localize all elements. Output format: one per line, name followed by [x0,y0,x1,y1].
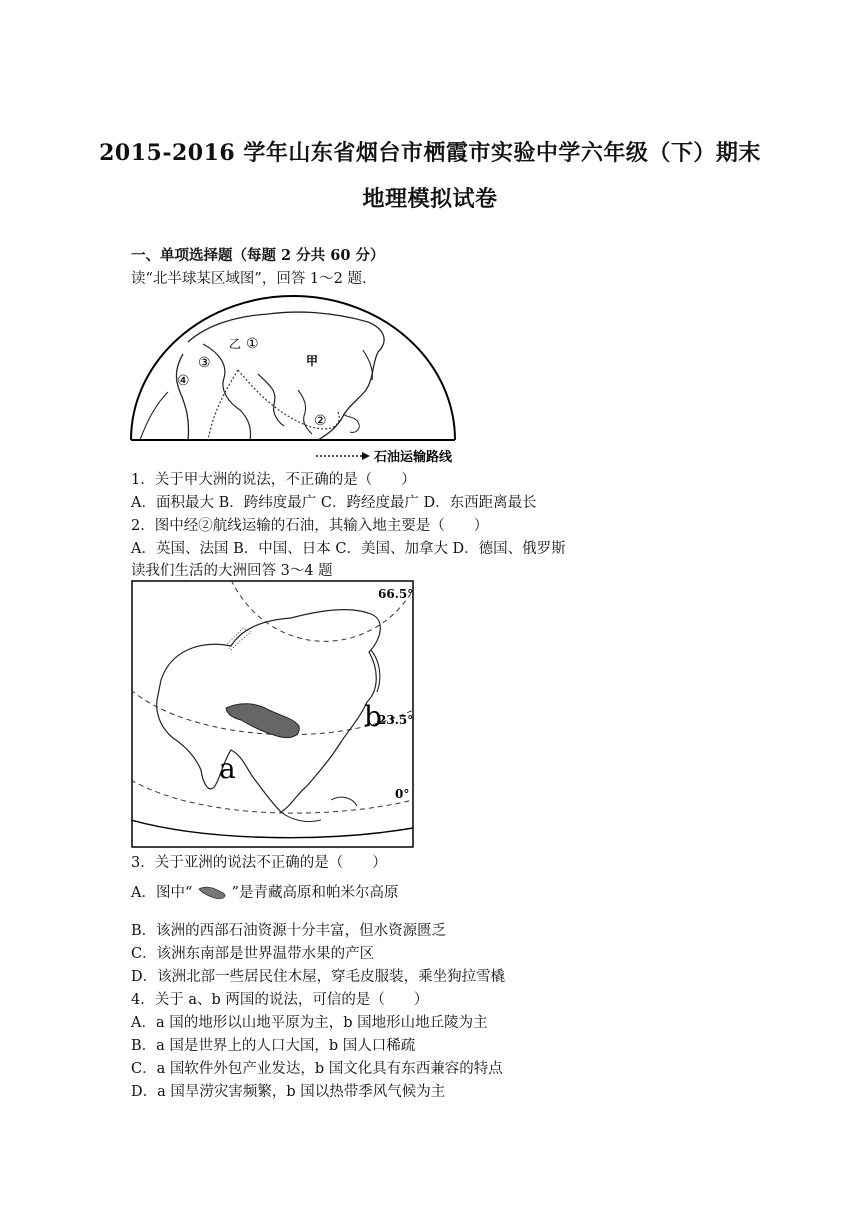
label-circle-2: ② [314,413,327,429]
northern-hemisphere-map [128,294,458,466]
lat-0-label: 0° [395,787,410,801]
q4-option-d: D．a 国旱涝灾害频繁，b 国以热带季风气候为主 [131,1084,446,1100]
q3-stem: 3．关于亚洲的说法不正确的是（ ） [131,855,387,871]
exam-title-line1: 2015-2016 学年山东省烟台市栖霞市实验中学六年级（下）期末 [99,140,761,166]
q3-option-a-post: ”是青藏高原和帕米尔高原 [231,885,399,901]
label-yi: 乙 [229,337,242,351]
q3-option-b: B．该洲的西部石油资源十分丰富，但水资源匮乏 [131,923,447,939]
q4-option-c: C．a 国软件外包产业发达，b 国文化具有东西兼容的特点 [131,1061,503,1077]
q3-option-a-pre: A．图中“ [131,885,193,901]
q2-options: A．英国、法国 B．中国、日本 C．美国、加拿大 D．德国、俄罗斯 [131,541,566,557]
q2-stem: 2．图中经②航线运输的石油，其输入地主要是（ ） [131,518,489,534]
q4-stem: 4．关于 a、b 两国的说法，可信的是（ ） [131,992,429,1008]
q4-option-b: B．a 国是世界上的人口大国，b 国人口稀疏 [131,1038,416,1054]
legend-label: 石油运输路线 [374,450,453,465]
lat-66-label: 66.5° [378,587,414,601]
q1-stem: 1．关于甲大洲的说法，不正确的是（ ） [131,472,416,488]
country-b-label: b [364,700,382,733]
label-jia: 甲 [306,354,319,368]
label-circle-4: ④ [177,373,190,389]
map2-intro: 读我们生活的大洲回答 3～4 题 [131,563,333,579]
label-circle-3: ③ [198,355,211,371]
country-a-label: a [219,752,236,785]
exam-title-line2: 地理模拟试卷 [362,186,498,212]
legend-arrow-icon [362,452,370,460]
q4-option-a: A．a 国的地形以山地平原为主，b 国地形山地丘陵为主 [131,1015,488,1031]
asia-map [131,580,414,848]
lat-23-label: 23.5° [378,713,414,727]
q3-option-c: C．该洲东南部是世界温带水果的产区 [131,946,375,962]
q3-option-d: D．该洲北部一些居民住木屋，穿毛皮服装，乘坐狗拉雪橇 [131,969,506,985]
section-heading: 一、单项选择题（每题 2 分共 60 分） [131,247,385,264]
plateau-icon [197,884,227,902]
label-circle-1: ① [246,336,259,352]
q3-option-a [131,881,399,902]
q1-options: A．面积最大 B．跨纬度最广 C．跨经度最广 D．东西距离最长 [131,495,537,511]
map1-intro: 读“北半球某区域图”，回答 1～2 题. [131,271,367,287]
